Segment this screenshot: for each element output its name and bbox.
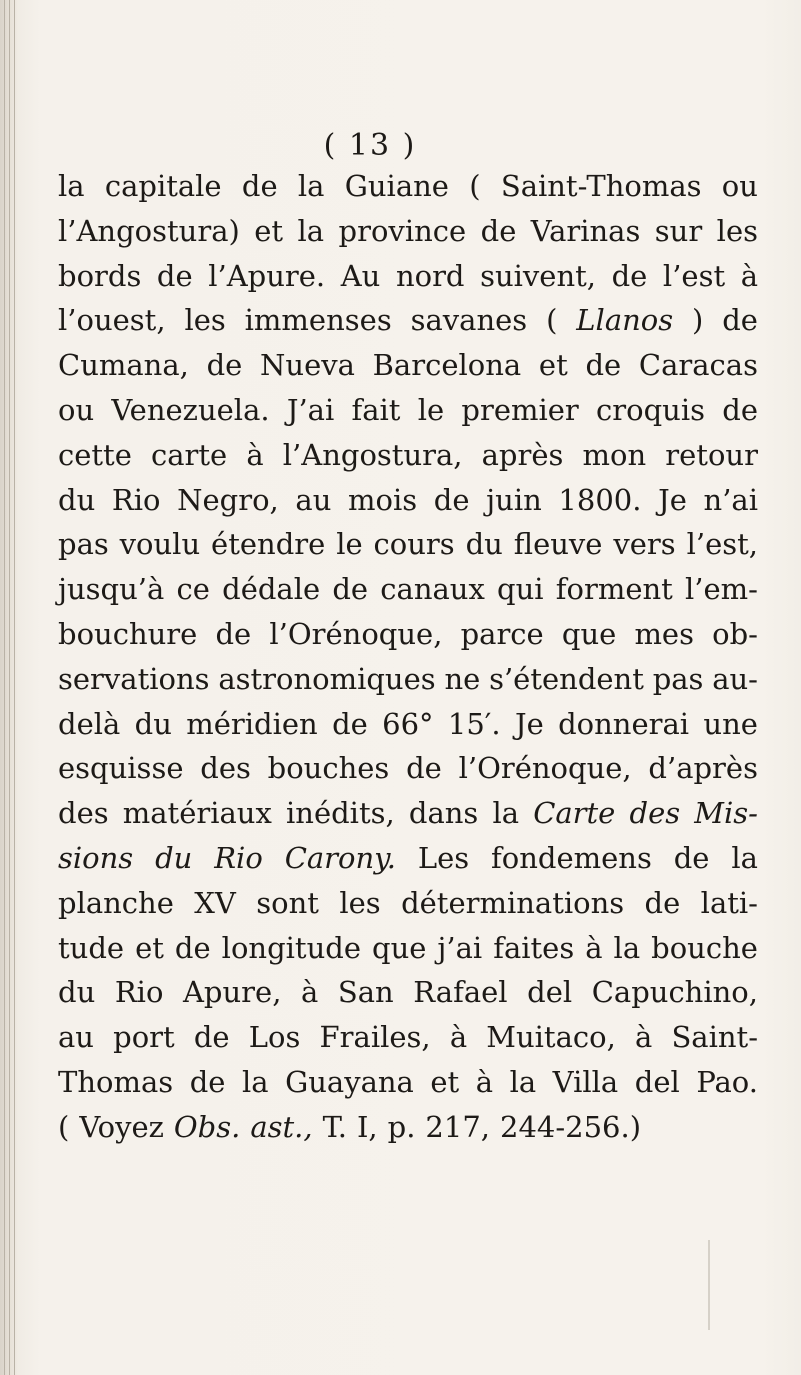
word: de (722, 392, 758, 427)
word: Varinas (530, 213, 641, 248)
word: Negro, (177, 482, 279, 517)
word: ne (444, 661, 481, 696)
word: de (189, 1064, 226, 1099)
word: fondemens (491, 840, 652, 875)
word: la (509, 1064, 537, 1099)
page-number: ( 13 ) (323, 128, 417, 163)
word: de (206, 348, 243, 383)
word: Au (340, 258, 381, 293)
word: la (58, 169, 85, 203)
word: 15′. (447, 706, 501, 741)
word: Voyez (79, 1109, 164, 1144)
word: Rio (114, 975, 164, 1010)
word: de (611, 258, 648, 293)
word: sur (654, 213, 703, 248)
word: T. (322, 1109, 347, 1144)
word: Je (658, 482, 687, 517)
italic-word: sions (58, 840, 134, 875)
word: la (492, 796, 520, 831)
word: j’ai (437, 930, 483, 965)
word: l’em- (685, 572, 758, 607)
word: delà (58, 706, 121, 741)
word: mois (348, 482, 418, 517)
word: San (337, 975, 394, 1010)
word: Barcelona (372, 348, 522, 383)
word: longitude (221, 930, 361, 965)
word: de (585, 348, 622, 383)
word: les (184, 303, 226, 338)
word: qui (497, 572, 544, 607)
word: à (585, 930, 603, 965)
word: Nueva (260, 348, 355, 383)
word: Thomas (58, 1064, 174, 1099)
word: astronomiques (218, 661, 436, 696)
word: cours (373, 527, 455, 562)
page-binding-shadow (0, 0, 18, 1375)
word: suivent, (480, 258, 597, 293)
word: à (449, 1020, 468, 1055)
word: Caracas (638, 348, 758, 383)
word: le (417, 392, 445, 427)
text-line (58, 478, 758, 523)
word: d’après (648, 751, 758, 786)
word: à (475, 1064, 494, 1099)
word: méridien (186, 706, 318, 741)
word: du (58, 975, 96, 1010)
word: savanes (410, 303, 528, 338)
word: de (156, 258, 193, 293)
word: ob- (712, 616, 758, 651)
word: croquis (596, 392, 705, 427)
word: de (722, 303, 758, 338)
text-line (58, 1105, 758, 1150)
italic-word: ast., (250, 1109, 313, 1144)
word: Venezuela. (111, 392, 270, 427)
word: canaux (380, 572, 485, 607)
word: et (135, 930, 164, 965)
word: les (716, 213, 758, 248)
word: au (295, 482, 332, 517)
word: de (215, 616, 252, 651)
word: Muitaco, (486, 1020, 616, 1055)
word: immenses (244, 303, 392, 338)
text-line (58, 209, 758, 254)
italic-word: du (155, 840, 193, 875)
word: de (406, 751, 442, 786)
text-line (58, 1060, 758, 1105)
italic-word: Rio (214, 840, 263, 875)
word: au- (712, 661, 758, 696)
word: et (430, 1064, 460, 1099)
word: ( (546, 303, 558, 338)
word: Rio (111, 482, 161, 517)
text-line (58, 164, 758, 209)
word: la (731, 840, 758, 875)
text-line (58, 970, 758, 1015)
word: planche (58, 885, 174, 920)
word: du (58, 482, 96, 517)
word: à (634, 1020, 653, 1055)
word: l’est, (686, 527, 758, 562)
text-line (58, 433, 758, 478)
word: et (538, 348, 568, 383)
text-line (58, 746, 758, 791)
word: J’ai (286, 392, 335, 427)
word: Je (514, 706, 544, 741)
word: servations (58, 661, 210, 696)
word: après (481, 437, 564, 472)
word: Cumana, (58, 348, 189, 383)
word: ) (692, 303, 704, 338)
word: nord (395, 258, 465, 293)
word: fleuve (513, 527, 603, 562)
word: Guiane (344, 169, 449, 203)
text-line (58, 388, 758, 433)
word: dédale (222, 572, 321, 607)
word: Guayana (285, 1064, 414, 1099)
word: une (703, 706, 758, 741)
word: pas (652, 661, 704, 696)
word: XV (194, 885, 236, 920)
word: mes (634, 616, 694, 651)
word: l’ouest, (58, 303, 166, 338)
word: Capuchino, (591, 975, 758, 1010)
text-line (58, 254, 758, 299)
word: de (433, 482, 470, 517)
italic-word: Llanos (576, 303, 674, 338)
word: ou (58, 392, 95, 427)
word: Villa (552, 1064, 619, 1099)
word: l’Orénoque, (269, 616, 443, 651)
word: Saint- (671, 1020, 758, 1055)
word: bords (58, 258, 142, 293)
word: bouches (267, 751, 390, 786)
word: de (480, 213, 517, 248)
word: le (336, 527, 363, 562)
word: de (332, 572, 369, 607)
word: ( (469, 169, 481, 203)
word: esquisse (58, 751, 184, 786)
text-line (58, 343, 758, 388)
word: retour (665, 437, 758, 472)
text-line (58, 298, 758, 343)
word: voulu (119, 527, 201, 562)
word: matériaux (122, 796, 272, 831)
word: faites (493, 930, 575, 965)
word: province (338, 213, 467, 248)
word: del (527, 975, 573, 1010)
word: forment (555, 572, 673, 607)
word: parce (460, 616, 544, 651)
word: Les (417, 840, 470, 875)
word: des (58, 796, 109, 831)
text-line (58, 522, 758, 567)
binding-line (14, 0, 15, 1375)
paper-crease-mark (708, 1240, 710, 1330)
body-text (58, 164, 758, 1150)
word: del (634, 1064, 680, 1099)
italic-word: des (629, 796, 681, 831)
text-line (58, 702, 758, 747)
word: déterminations (401, 885, 625, 920)
word: l’Orénoque, (458, 751, 632, 786)
text-line (58, 881, 758, 926)
word: les (339, 885, 381, 920)
word: que (561, 616, 617, 651)
italic-word: Carony. (284, 840, 396, 875)
word: Saint-Thomas (500, 169, 702, 203)
word: port (113, 1020, 175, 1055)
word: fait (351, 392, 401, 427)
word: jusqu’à (58, 572, 165, 607)
word: la (297, 213, 325, 248)
word: 66° (382, 706, 434, 741)
text-line (58, 791, 758, 836)
word: de (193, 1020, 230, 1055)
word: du (134, 706, 172, 741)
word: à (246, 437, 264, 472)
binding-line (4, 0, 5, 1375)
word: I, (356, 1109, 378, 1144)
word: ( (58, 1109, 70, 1144)
word: p. (387, 1109, 416, 1144)
word: du (465, 527, 503, 562)
word: Frailes, (319, 1020, 431, 1055)
word: n’ai (703, 482, 758, 517)
word: bouchure (58, 616, 198, 651)
word: s’étendent (489, 661, 644, 696)
word: l’Apure. (208, 258, 326, 293)
word: Los (248, 1020, 301, 1055)
word: de (644, 885, 681, 920)
word: au (58, 1020, 94, 1055)
word: la (241, 1064, 269, 1099)
word: juin (486, 482, 542, 517)
word: à (301, 975, 319, 1010)
word: de (332, 706, 368, 741)
italic-word: Obs. (173, 1109, 241, 1144)
word: l’Angostura, (282, 437, 463, 472)
word: cette (58, 437, 132, 472)
text-line (58, 836, 758, 881)
word: Pao. (696, 1064, 758, 1099)
binding-line (9, 0, 10, 1375)
word: et (254, 213, 284, 248)
word: 217, (425, 1109, 490, 1144)
text-line (58, 926, 758, 971)
text-line (58, 567, 758, 612)
word: sont (256, 885, 319, 920)
text-line (58, 657, 758, 702)
word: tude (58, 930, 125, 965)
word: ou (721, 169, 758, 203)
italic-word: Carte (533, 796, 616, 831)
word: des (200, 751, 251, 786)
word: 1800. (558, 482, 642, 517)
word: bouche (651, 930, 758, 965)
word: la (297, 169, 325, 203)
word: à (740, 258, 758, 293)
word: l’est (662, 258, 726, 293)
word: capitale (104, 169, 222, 203)
word: de (174, 930, 211, 965)
word: lati- (700, 885, 758, 920)
text-line (58, 1015, 758, 1060)
italic-word: Mis- (694, 796, 758, 831)
word: de (241, 169, 278, 203)
word: l’Angostura) (58, 213, 240, 248)
word: étendre (211, 527, 326, 562)
word: dans (408, 796, 479, 831)
word: que (372, 930, 427, 965)
word: inédits, (286, 796, 395, 831)
word: 244-256.) (500, 1109, 642, 1144)
word: ce (176, 572, 210, 607)
word: pas (58, 527, 109, 562)
word: de (673, 840, 710, 875)
text-line (58, 612, 758, 657)
word: donnerai (558, 706, 690, 741)
word: premier (461, 392, 579, 427)
word: carte (151, 437, 228, 472)
word: Apure, (182, 975, 282, 1010)
word: la (613, 930, 641, 965)
word: Rafael (413, 975, 508, 1010)
word: vers (613, 527, 676, 562)
word: mon (582, 437, 647, 472)
